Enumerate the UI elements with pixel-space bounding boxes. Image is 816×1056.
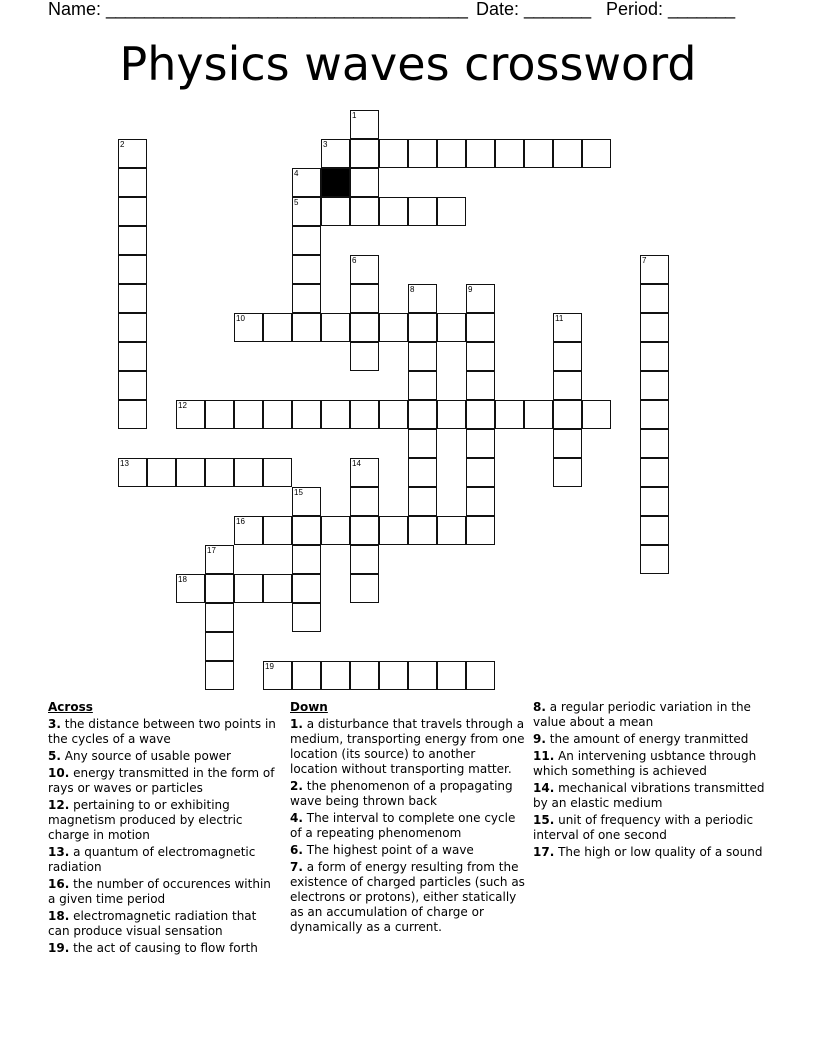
grid-cell[interactable]: [118, 400, 147, 429]
across-clue: [48, 798, 280, 843]
grid-cell[interactable]: [176, 574, 205, 603]
clue-number: 9.: [533, 732, 546, 746]
down-clues: [290, 700, 526, 937]
grid-cell[interactable]: [205, 545, 234, 574]
grid-cell[interactable]: [350, 516, 379, 545]
clue-number: 13.: [48, 845, 70, 859]
clue-number: 13: [120, 459, 129, 468]
clue-text: a quantum of electromagnetic radiation: [48, 845, 256, 874]
across-clue: [48, 845, 280, 875]
clue-text: the phenomenon of a propagating wave being thrown back: [290, 779, 513, 808]
down-clue: [533, 732, 773, 747]
grid-cell[interactable]: [640, 429, 669, 458]
grid-cell[interactable]: [118, 255, 147, 284]
grid-cell[interactable]: [350, 313, 379, 342]
clue-number: 3.: [48, 717, 61, 731]
clue-text: a regular periodic variation in the value about a mean: [533, 700, 751, 729]
grid-cell[interactable]: [437, 197, 466, 226]
grid-cell[interactable]: [437, 661, 466, 690]
grid-cell[interactable]: [640, 458, 669, 487]
grid-cell[interactable]: [553, 400, 582, 429]
grid-cell[interactable]: [118, 197, 147, 226]
grid-cell[interactable]: [640, 255, 669, 284]
grid-cell[interactable]: [640, 400, 669, 429]
grid-cell[interactable]: [553, 342, 582, 371]
clue-text: The high or low quality of a sound: [558, 845, 763, 859]
clue-number: 6: [352, 256, 357, 265]
grid-cell[interactable]: [408, 458, 437, 487]
clue-text: Any source of usable power: [64, 749, 231, 763]
grid-cell[interactable]: [118, 139, 147, 168]
down-clue: [290, 843, 526, 858]
grid-cell[interactable]: [553, 458, 582, 487]
grid-cell[interactable]: [118, 458, 147, 487]
grid-cell[interactable]: [321, 197, 350, 226]
grid-cell[interactable]: [205, 458, 234, 487]
grid-cell[interactable]: [408, 371, 437, 400]
grid-cell[interactable]: [176, 400, 205, 429]
down-clue: [533, 845, 773, 860]
grid-cell[interactable]: [292, 516, 321, 545]
grid-cell[interactable]: [466, 429, 495, 458]
grid-cell[interactable]: [292, 284, 321, 313]
grid-cell[interactable]: [466, 313, 495, 342]
grid-cell[interactable]: [437, 516, 466, 545]
across-clue: [48, 877, 280, 907]
grid-cell[interactable]: [118, 226, 147, 255]
grid-cell[interactable]: [350, 487, 379, 516]
grid-cell[interactable]: [408, 284, 437, 313]
grid-cell[interactable]: [466, 139, 495, 168]
clue-number: 1.: [290, 717, 303, 731]
clue-number: 11: [555, 314, 564, 323]
grid-cell[interactable]: [379, 139, 408, 168]
grid-cell[interactable]: [640, 516, 669, 545]
clue-text: the distance between two points in the cycles of a wave: [48, 717, 276, 746]
grid-cell[interactable]: [234, 516, 263, 545]
grid-cell[interactable]: [466, 371, 495, 400]
grid-cell[interactable]: [379, 313, 408, 342]
grid-cell[interactable]: [640, 371, 669, 400]
clue-text: The highest point of a wave: [306, 843, 474, 857]
grid-cell[interactable]: [350, 342, 379, 371]
name-label: Name:: [48, 0, 107, 19]
grid-cell[interactable]: [234, 313, 263, 342]
grid-cell[interactable]: [640, 545, 669, 574]
grid-cell[interactable]: [408, 516, 437, 545]
grid-cell[interactable]: [292, 168, 321, 197]
clue-number: 14.: [533, 781, 555, 795]
period-line[interactable]: _______: [668, 0, 735, 19]
clue-number: 7.: [290, 860, 303, 874]
down-clue: [290, 860, 526, 935]
grid-cell[interactable]: [640, 487, 669, 516]
grid-cell[interactable]: [350, 110, 379, 139]
grid-cell[interactable]: [408, 487, 437, 516]
clue-number: 4.: [290, 811, 303, 825]
grid-cell[interactable]: [408, 400, 437, 429]
clue-text: electromagnetic radiation that can produce visual sensation: [48, 909, 257, 938]
across-clue: [48, 909, 280, 939]
grid-cell[interactable]: [379, 516, 408, 545]
grid-cell[interactable]: [292, 574, 321, 603]
clue-number: 12.: [48, 798, 70, 812]
grid-cell[interactable]: [640, 313, 669, 342]
clue-number: 16: [236, 517, 245, 526]
date-label: Date:: [476, 0, 525, 19]
clue-number: 17: [207, 546, 216, 555]
grid-cell[interactable]: [205, 603, 234, 632]
clue-text: the amount of energy tranmitted: [549, 732, 749, 746]
grid-cell[interactable]: [466, 284, 495, 313]
clue-number: 18.: [48, 909, 70, 923]
grid-cell[interactable]: [176, 458, 205, 487]
period-label: Period:: [606, 0, 669, 19]
grid-cell[interactable]: [553, 429, 582, 458]
grid-cell[interactable]: [147, 458, 176, 487]
page-title: Physics waves crossword: [119, 37, 697, 91]
clue-number: 2.: [290, 779, 303, 793]
down-clue: [290, 779, 526, 809]
clue-number: 18: [178, 575, 187, 584]
grid-cell[interactable]: [292, 197, 321, 226]
grid-cell[interactable]: [350, 574, 379, 603]
down-clue: [533, 700, 773, 730]
clue-number: 5.: [48, 749, 61, 763]
grid-cell[interactable]: [321, 661, 350, 690]
grid-cell[interactable]: [118, 342, 147, 371]
grid-cell[interactable]: [263, 400, 292, 429]
black-cell: [321, 168, 350, 197]
down-clue: [533, 749, 773, 779]
grid-cell[interactable]: [524, 139, 553, 168]
grid-cell[interactable]: [118, 284, 147, 313]
grid-cell[interactable]: [350, 197, 379, 226]
grid-cell[interactable]: [350, 458, 379, 487]
grid-cell[interactable]: [321, 139, 350, 168]
grid-cell[interactable]: [379, 661, 408, 690]
grid-cell[interactable]: [118, 371, 147, 400]
grid-cell[interactable]: [350, 255, 379, 284]
grid-cell[interactable]: [553, 139, 582, 168]
grid-cell[interactable]: [205, 632, 234, 661]
grid-cell[interactable]: [350, 284, 379, 313]
grid-cell[interactable]: [408, 342, 437, 371]
clue-number: 17.: [533, 845, 555, 859]
clue-number: 2: [120, 140, 125, 149]
name-line[interactable]: ______________________________________: [106, 0, 468, 19]
grid-cell[interactable]: [350, 661, 379, 690]
across-clue: [48, 749, 280, 764]
grid-cell[interactable]: [118, 168, 147, 197]
grid-cell[interactable]: [495, 400, 524, 429]
grid-cell[interactable]: [466, 516, 495, 545]
grid-cell[interactable]: [292, 313, 321, 342]
grid-cell[interactable]: [292, 603, 321, 632]
clue-number: 14: [352, 459, 361, 468]
grid-cell[interactable]: [234, 458, 263, 487]
clue-number: 7: [642, 256, 647, 265]
clue-number: 3: [323, 140, 328, 149]
clue-text: energy transmitted in the form of rays or waves or particles: [48, 766, 275, 795]
date-line[interactable]: _______: [524, 0, 591, 19]
grid-cell[interactable]: [263, 661, 292, 690]
grid-cell[interactable]: [582, 139, 611, 168]
grid-cell[interactable]: [292, 226, 321, 255]
clue-number: 8.: [533, 700, 546, 714]
across-heading: Across: [48, 700, 93, 714]
grid-cell[interactable]: [205, 574, 234, 603]
clue-number: 6.: [290, 843, 303, 857]
grid-cell[interactable]: [379, 400, 408, 429]
grid-cell[interactable]: [408, 197, 437, 226]
grid-cell[interactable]: [582, 400, 611, 429]
clue-number: 16.: [48, 877, 70, 891]
grid-cell[interactable]: [118, 313, 147, 342]
clue-number: 4: [294, 169, 299, 178]
grid-cell[interactable]: [263, 313, 292, 342]
grid-cell[interactable]: [234, 400, 263, 429]
grid-cell[interactable]: [379, 197, 408, 226]
clue-number: 8: [410, 285, 415, 294]
grid-cell[interactable]: [263, 458, 292, 487]
clue-text: mechanical vibrations transmitted by an elastic medium: [533, 781, 765, 810]
clue-text: An intervening usbtance through which something is achieved: [533, 749, 757, 778]
grid-cell[interactable]: [640, 342, 669, 371]
grid-cell[interactable]: [437, 400, 466, 429]
clue-text: pertaining to or exhibiting magnetism produced by electric charge in motion: [48, 798, 243, 842]
grid-cell[interactable]: [466, 342, 495, 371]
grid-cell[interactable]: [292, 661, 321, 690]
clue-number: 10.: [48, 766, 70, 780]
clue-number: 15.: [533, 813, 555, 827]
grid-cell[interactable]: [437, 139, 466, 168]
grid-cell[interactable]: [263, 516, 292, 545]
grid-cell[interactable]: [292, 255, 321, 284]
down-clue: [290, 717, 526, 777]
clue-text: the act of causing to flow forth: [73, 941, 258, 955]
grid-cell[interactable]: [466, 661, 495, 690]
grid-cell[interactable]: [263, 574, 292, 603]
grid-cell[interactable]: [350, 168, 379, 197]
clue-number: 15: [294, 488, 303, 497]
grid-cell[interactable]: [408, 313, 437, 342]
grid-cell[interactable]: [466, 400, 495, 429]
grid-cell[interactable]: [350, 139, 379, 168]
across-clue: [48, 941, 280, 956]
grid-cell[interactable]: [553, 313, 582, 342]
clue-text: the number of occurences within a given time period: [48, 877, 271, 906]
down-clue: [533, 813, 773, 843]
grid-cell[interactable]: [321, 516, 350, 545]
clue-text: unit of frequency with a periodic interval of one second: [533, 813, 754, 842]
clue-number: 9: [468, 285, 473, 294]
grid-cell[interactable]: [292, 545, 321, 574]
grid-cell[interactable]: [437, 313, 466, 342]
grid-cell[interactable]: [321, 313, 350, 342]
down-clue: [533, 781, 773, 811]
grid-cell[interactable]: [292, 400, 321, 429]
clue-number: 11.: [533, 749, 555, 763]
grid-cell[interactable]: [292, 487, 321, 516]
across-clue: [48, 717, 280, 747]
down-clue: [290, 811, 526, 841]
clue-text: a disturbance that travels through a medium, transporting energy from one location (its source) to another location without transporting matter.: [290, 717, 525, 776]
grid-cell[interactable]: [408, 139, 437, 168]
grid-cell[interactable]: [205, 400, 234, 429]
clue-text: a form of energy resulting from the existence of charged particles (such as electrons or protons), either statically as an accumulation of charge or dynamically as a current.: [290, 860, 525, 934]
grid-cell[interactable]: [205, 661, 234, 690]
clue-number: 19.: [48, 941, 70, 955]
grid-cell[interactable]: [321, 400, 350, 429]
grid-cell[interactable]: [524, 400, 553, 429]
grid-cell[interactable]: [234, 574, 263, 603]
grid-cell[interactable]: [408, 661, 437, 690]
grid-cell[interactable]: [466, 458, 495, 487]
clue-text: The interval to complete one cycle of a repeating phenomenom: [290, 811, 516, 840]
grid-cell[interactable]: [408, 429, 437, 458]
clue-number: 12: [178, 401, 187, 410]
grid-cell[interactable]: [495, 139, 524, 168]
across-clues: [48, 700, 280, 958]
clue-number: 1: [352, 111, 357, 120]
clue-number: 19: [265, 662, 274, 671]
grid-cell[interactable]: [350, 545, 379, 574]
grid-cell[interactable]: [553, 371, 582, 400]
clue-number: 5: [294, 198, 299, 207]
grid-cell[interactable]: [466, 487, 495, 516]
across-clue: [48, 766, 280, 796]
down-heading: Down: [290, 700, 328, 714]
down-clues-continued: [533, 700, 773, 862]
grid-cell[interactable]: [640, 284, 669, 313]
clue-number: 10: [236, 314, 245, 323]
grid-cell[interactable]: [350, 400, 379, 429]
